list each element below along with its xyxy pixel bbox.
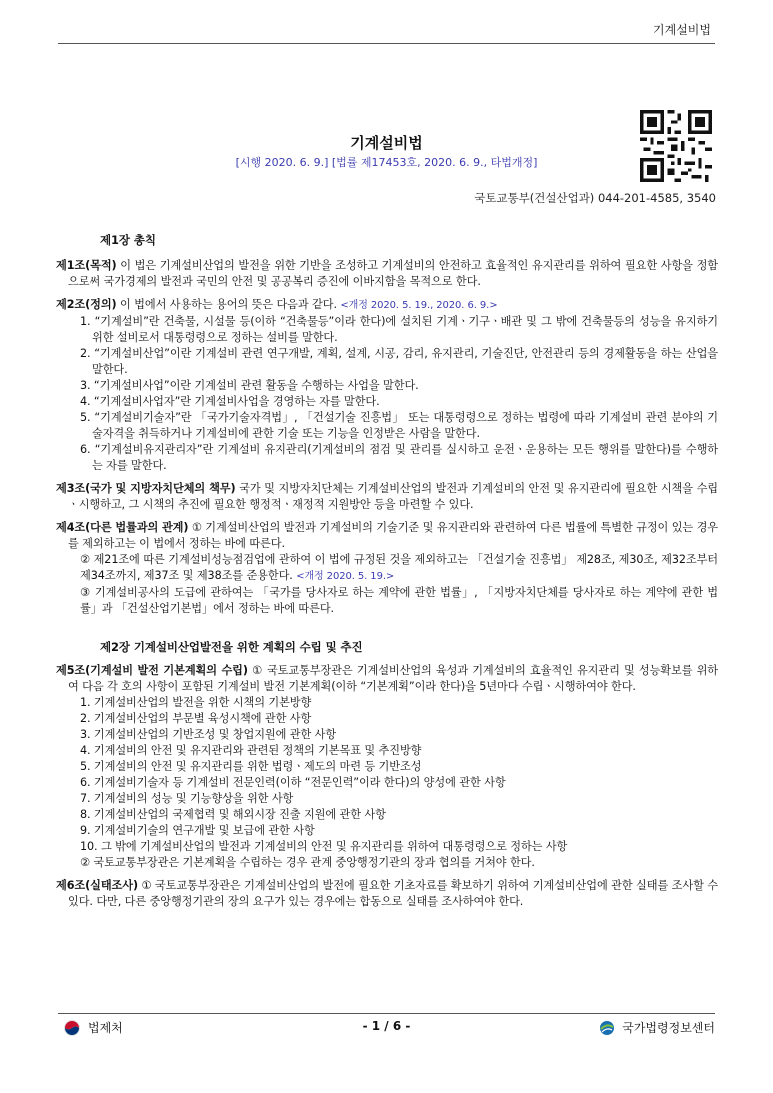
amendment-note: <개정 2020. 5. 19.> <box>296 571 395 582</box>
article-heading: 제2조(정의) <box>56 298 117 311</box>
list-item: 6. “기계설비유지관리자”란 기계설비 유지관리(기계설비의 점검 및 관리를 실시하고 운전ㆍ운용하는 모든 행위를 말한다)를 수행하는 자를 말한다. <box>80 443 718 472</box>
article-5 <box>56 663 718 871</box>
effective-date: [시행 2020. 6. 9.] [법률 제17453호, 2020. 6. 9., 타법개정] <box>235 156 538 169</box>
list-item: 6. 기계설비기술자 등 기계설비 전문인력(이하 “전문인력”이라 한다)의 양성에 관한 사항 <box>80 776 506 789</box>
article-heading: 제5조(기계설비 발전 기본계획의 수립) <box>56 664 248 677</box>
amendment-note: <개정 2020. 5. 19., 2020. 6. 9.> <box>340 300 498 311</box>
chapter-heading: 제2장 기계설비산업발전을 위한 계획의 수립 및 추진 <box>100 640 363 654</box>
law-body <box>56 232 718 917</box>
article-4 <box>56 520 718 617</box>
article-paragraph: ② 국토교통부장관은 기본계획을 수립하는 경우 관계 중앙행정기관의 장과 협의를 거쳐야 한다. <box>80 856 535 869</box>
list-item: 1. 기계설비산업의 발전을 위한 시책의 기본방향 <box>80 696 312 709</box>
footer-center-name: 국가법령정보센터 <box>622 1021 715 1035</box>
article-heading: 제4조(다른 법률과의 관계) <box>56 521 189 534</box>
list-item: 1. “기계설비”란 건축물, 시설물 등(이하 “건축물등”이라 한다)에 설치된 기계ㆍ기구ㆍ배관 및 그 밖에 건축물등의 성능을 유지하기 위한 설비로서 대통령령으로 정하는 설비를 말한다. <box>80 315 718 344</box>
header-law-name: 기계설비법 <box>653 23 711 37</box>
list-item: 9. 기계설비기술의 연구개발 및 보급에 관한 사항 <box>80 824 315 837</box>
article-paragraph: ② 제21조에 따른 기계설비성능점검업에 관하여 이 법에 규정된 것을 제외하고는 「건설기술 진흥법」 제28조, 제30조, 제32조부터 제34조까지, 제37조 및 제38조를 준용한다. <box>80 553 718 582</box>
article-1 <box>56 258 718 290</box>
document-title: 기계설비법 <box>350 134 423 152</box>
list-item: 5. “기계설비기술자”란 「국가기술자격법」, 「건설기술 진흥법」 또는 대통령령으로 정하는 법령에 따라 기계설비 관련 분야의 기술자격을 취득하거나 기계설비에 관한 기술 또는 기능을 인정받은 사람을 말한다. <box>80 411 718 440</box>
list-item: 4. “기계설비사업자”란 기계설비사업을 경영하는 자를 말한다. <box>80 395 380 408</box>
list-item: 10. 그 밖에 기계설비산업의 발전과 기계설비의 안전 및 유지관리를 위하여 대통령령으로 정하는 사항 <box>80 840 568 853</box>
article-2 <box>56 297 718 474</box>
article-heading: 제6조(실태조사) <box>56 879 138 892</box>
article-paragraph: ① 기계설비산업의 발전과 기계설비의 기술기준 및 유지관리와 관련하여 다른 법률에 특별한 규정이 있는 경우를 제외하고는 이 법에서 정하는 바에 따른다. <box>68 521 719 550</box>
page-number: - 1 / 6 - <box>362 1019 411 1033</box>
footer-divider <box>58 1013 715 1014</box>
article-text: 이 법에서 사용하는 용어의 뜻은 다음과 같다. <box>116 298 341 311</box>
law-center-logo-icon <box>598 1020 616 1036</box>
footer-right <box>598 1019 715 1036</box>
list-item: 2. 기계설비산업의 부문별 육성시책에 관한 사항 <box>80 712 312 725</box>
list-item: 3. 기계설비산업의 기반조성 및 창업지원에 관한 사항 <box>80 728 337 741</box>
article-3 <box>56 481 718 513</box>
list-item: 8. 기계설비산업의 국제협력 및 해외시장 진출 지원에 관한 사항 <box>80 808 386 821</box>
article-heading: 제1조(목적) <box>56 259 117 272</box>
chapter-heading: 제1장 총칙 <box>100 233 156 247</box>
ministry-contact: 국토교통부(건설산업과) 044-201-4585, 3540 <box>474 191 716 205</box>
article-paragraph: ③ 기계설비공사의 도급에 관하여는 「국가를 당사자로 하는 계약에 관한 법률」, 「지방자치단체를 당사자로 하는 계약에 관한 법률」과 「건설산업기본법」에서 정하는 바에 따른다. <box>80 586 718 615</box>
article-text: 이 법은 기계설비산업의 발전을 위한 기반을 조성하고 기계설비의 안전하고 효율적인 유지관리를 위하여 필요한 사항을 정함으로써 국가경제의 발전과 국민의 안전 및 공공복리 증진에 이바지함을 목적으로 한다. <box>68 259 718 288</box>
article-paragraph: ① 국토교통부장관은 기계설비산업의 육성과 기계설비의 효율적인 유지관리 및 성능확보를 위하여 다음 각 호의 사항이 포함된 기계설비 발전 기본계획(이하 “기본계획”이라 한다)을 5년마다 수립ㆍ시행하여야 한다. <box>68 664 719 693</box>
article-text: ① 국토교통부장관은 기계설비산업의 발전에 필요한 기초자료를 확보하기 위하여 기계설비산업에 관한 실태를 조사할 수 있다. 다만, 다른 중앙행정기관의 장의 요구가 있는 경우에는 합동으로 실태를 조사하여야 한다. <box>68 879 718 908</box>
footer-org: 법제처 <box>88 1021 123 1035</box>
list-item: 3. “기계설비사업”이란 기계설비 관련 활동을 수행하는 사업을 말한다. <box>80 379 419 392</box>
list-item: 5. 기계설비의 안전 및 유지관리를 위한 법령ㆍ제도의 마련 등 기반조성 <box>80 760 422 773</box>
list-item: 7. 기계설비의 성능 및 기능향상을 위한 사항 <box>80 792 294 805</box>
list-item: 4. 기계설비의 안전 및 유지관리와 관련된 정책의 기본목표 및 추진방향 <box>80 744 422 757</box>
header-divider <box>58 43 715 44</box>
article-text: 국가 및 지방자치단체는 기계설비산업의 발전과 기계설비의 안전 및 유지관리에 필요한 시책을 수립ㆍ시행하고, 그 시책의 추진에 필요한 행정적ㆍ재정적 지원방안 등을 마련할 수 있다. <box>68 482 718 511</box>
list-item: 2. “기계설비산업”이란 기계설비 관련 연구개발, 계획, 설계, 시공, 감리, 유지관리, 기술진단, 안전관리 등의 경제활동을 하는 산업을 말한다. <box>80 347 718 376</box>
article-6 <box>56 878 718 910</box>
article-heading: 제3조(국가 및 지방자치단체의 책무) <box>56 482 236 495</box>
